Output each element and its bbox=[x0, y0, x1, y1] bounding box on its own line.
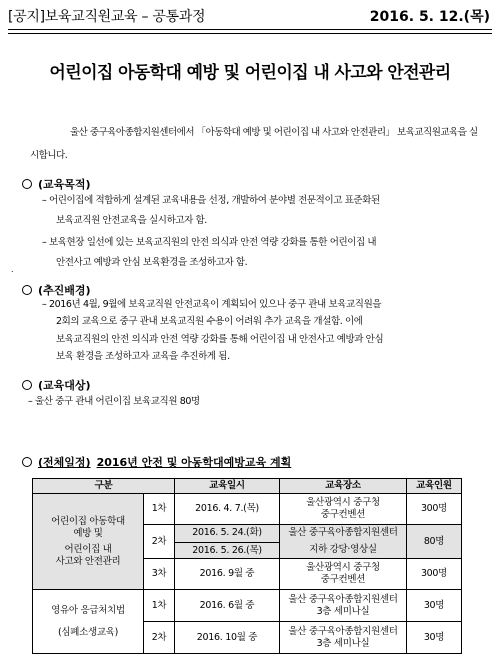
place-line-1: 울산 중구육아종합지원센터 bbox=[288, 625, 398, 637]
group-2-line-2: (심폐소생교육) bbox=[57, 626, 119, 638]
date-line-2: 2016. 5. 26.(목) bbox=[175, 542, 279, 557]
target-heading bbox=[22, 377, 91, 393]
circle-bullet-icon bbox=[22, 380, 32, 390]
session-number: 1차 bbox=[144, 494, 175, 525]
purpose-heading-text: (교육목적) bbox=[38, 178, 91, 191]
place-line-2: 3층 세미나실 bbox=[316, 637, 370, 649]
schedule-title: 2016년 안전 및 아동학대예방교육 계획 bbox=[96, 456, 292, 469]
session-place bbox=[280, 525, 407, 559]
session-number: 2차 bbox=[144, 622, 175, 654]
place-line-2: 지하 강당·영상실 bbox=[309, 544, 377, 555]
group-1-category bbox=[33, 494, 144, 590]
place-line-1: 울산 중구육아종합지원센터 bbox=[288, 527, 398, 538]
header-bar bbox=[8, 6, 492, 26]
session-people: 30명 bbox=[407, 622, 462, 654]
header-rule-thick bbox=[8, 29, 492, 30]
session-date: 2016. 10월 중 bbox=[175, 622, 280, 654]
background-line-1: – 2016년 4월, 9월에 보육교직원 안전교육이 계획되어 있으나 중구 관내 보육교직원을 bbox=[42, 299, 382, 310]
place-line-2: 3층 세미나실 bbox=[316, 605, 370, 617]
schedule-heading-text: (전체일정) bbox=[38, 456, 91, 469]
place-line-1: 울산 중구육아종합지원센터 bbox=[288, 593, 398, 605]
group-2-line-1: 영유아 응급처치법 bbox=[51, 604, 125, 616]
purpose-item-1-line-2: 보육교직원 안전교육을 실시하고자 함. bbox=[56, 215, 207, 226]
session-people: 300명 bbox=[407, 559, 462, 590]
circle-bullet-icon bbox=[22, 179, 32, 189]
group-1-line-2: 예방 및 bbox=[73, 527, 103, 539]
schedule-heading bbox=[22, 454, 291, 470]
session-place bbox=[280, 590, 407, 622]
purpose-item-1-line-1: – 어린이집에 적합하게 설계된 교육내용을 선정, 개발하여 분야별 전문적이고 표준화된 bbox=[42, 195, 380, 206]
background-line-2: 2회의 교육으로 중구 관내 보육교직원 수용이 어려워 추가 교육을 개설함. 이에 bbox=[56, 316, 363, 328]
purpose-item-2-line-2: 안전사고 예방과 안심 보육환경을 조성하고자 함. bbox=[56, 257, 248, 268]
circle-bullet-icon bbox=[22, 285, 32, 295]
session-date bbox=[175, 525, 280, 559]
place-line-2: 중구컨벤션 bbox=[320, 574, 366, 585]
session-number: 2차 bbox=[144, 525, 175, 559]
date-line-1: 2016. 5. 24.(화) bbox=[192, 526, 262, 538]
group-1-line-3: 어린이집 내 bbox=[64, 543, 112, 555]
purpose-body bbox=[42, 191, 492, 273]
session-people: 30명 bbox=[407, 590, 462, 622]
intro-paragraph: 울산 중구육아종합지원센터에서 「아동학대 예방 및 어린이집 내 사고와 안전관리」 보육교직원교육을 실시합니다. bbox=[30, 127, 478, 161]
session-people: 80명 bbox=[407, 525, 462, 559]
background-body bbox=[42, 296, 492, 365]
session-place bbox=[280, 622, 407, 654]
group-2-category bbox=[33, 590, 144, 654]
session-number: 3차 bbox=[144, 559, 175, 590]
background-line-3: 보육교직원의 안전 의식과 안전 역량 강화를 통해 어린이집 내 안전사고 예방과 안심 bbox=[56, 333, 384, 345]
document-title: 어린이집 아동학대 예방 및 어린이집 내 사고와 안전관리 bbox=[49, 63, 451, 83]
purpose-heading bbox=[22, 176, 91, 192]
target-heading-text: (교육대상) bbox=[38, 379, 91, 392]
header-date: 2016. 5. 12.(목) bbox=[369, 9, 490, 25]
purpose-item-2-line-1: – 보육현장 일선에 있는 보육교직원의 안전 의식과 안전 역량 강화를 통한 어린이집 내 bbox=[42, 237, 377, 248]
header-category: [공지]보육교직원교육 – 공통과정 bbox=[8, 9, 206, 25]
place-line-1: 울산광역시 중구청 bbox=[306, 562, 380, 573]
table-header-people: 교육인원 bbox=[407, 479, 462, 494]
schedule-table bbox=[32, 478, 462, 654]
session-date: 2016. 4. 7.(목) bbox=[175, 494, 280, 525]
place-line-1: 울산광역시 중구청 bbox=[306, 497, 380, 508]
session-people: 300명 bbox=[407, 494, 462, 525]
header-rule-thin bbox=[8, 33, 492, 34]
target-body: – 울산 중구 관내 어린이집 보육교직원 80명 bbox=[28, 396, 200, 407]
margin-dot: . bbox=[11, 265, 14, 274]
session-place bbox=[280, 559, 407, 590]
table-header-category: 구분 bbox=[33, 479, 175, 494]
table-header-row bbox=[33, 479, 462, 494]
group-1-line-4: 사고와 안전관리 bbox=[55, 555, 121, 567]
session-number: 1차 bbox=[144, 590, 175, 622]
group-1-line-1: 어린이집 아동학대 bbox=[51, 515, 125, 527]
session-place bbox=[280, 494, 407, 525]
circle-bullet-icon bbox=[22, 457, 32, 467]
session-date: 2016. 9월 중 bbox=[175, 559, 280, 590]
table-row bbox=[33, 494, 462, 525]
background-heading-text: (추진배경) bbox=[38, 284, 91, 297]
session-date: 2016. 6월 중 bbox=[175, 590, 280, 622]
background-line-4: 보육 환경을 조성하고자 교육을 추진하게 됨. bbox=[56, 350, 230, 362]
place-line-2: 중구컨벤션 bbox=[320, 509, 366, 520]
table-header-date: 교육일시 bbox=[175, 479, 280, 494]
table-row bbox=[33, 590, 462, 622]
table-header-place: 교육장소 bbox=[280, 479, 407, 494]
